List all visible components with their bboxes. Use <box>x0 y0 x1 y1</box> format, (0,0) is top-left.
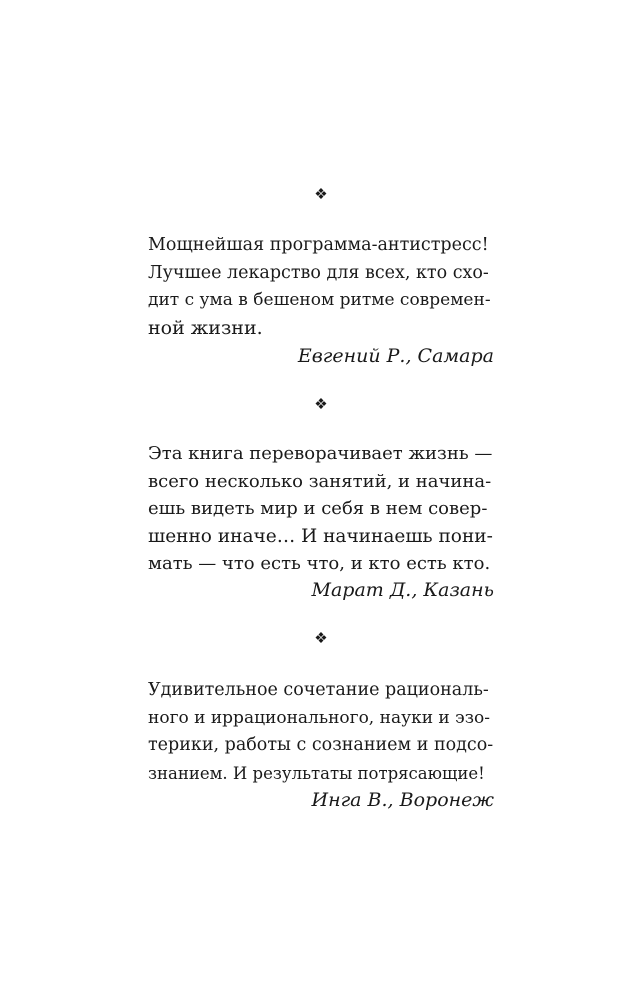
text-line: Эта книга переворачивает жизнь — <box>148 443 493 464</box>
text-line: Мощнейшая программа-антистресс! <box>148 235 489 255</box>
text-line: терики, работы с сознанием и подсо- <box>148 735 494 755</box>
text-line: дит с ума в бешеном ритме современ- <box>148 290 491 310</box>
text-line: знанием. И результаты потрясающие! <box>148 763 485 783</box>
testimonial-text <box>148 677 494 787</box>
ornament-divider-icon: ❖ <box>314 395 328 413</box>
text-line: ного и иррационального, науки и эзо- <box>148 707 490 728</box>
text-line: ной жизни. <box>148 316 263 339</box>
testimonial-author: Евгений Р., Самара <box>297 345 494 367</box>
testimonial-author: Инга В., Воронеж <box>311 789 494 811</box>
testimonial-author: Марат Д., Казань <box>311 579 494 601</box>
text-line: ешь видеть мир и себя в нем совер- <box>148 498 488 519</box>
text-line: Лучшее лекарство для всех, кто схо- <box>148 262 489 283</box>
ornament-divider-icon: ❖ <box>314 185 328 203</box>
text-line: шенно иначе… И начинаешь пони- <box>148 525 493 547</box>
book-page <box>148 0 494 1000</box>
testimonial-text <box>148 232 494 342</box>
testimonial-text <box>148 440 494 578</box>
text-line: мать — что есть что, и кто есть кто. <box>148 553 491 574</box>
text-line: Удивительное сочетание рациональ- <box>148 680 489 700</box>
ornament-divider-icon: ❖ <box>314 629 328 647</box>
text-line: всего несколько занятий, и начина- <box>148 470 492 492</box>
